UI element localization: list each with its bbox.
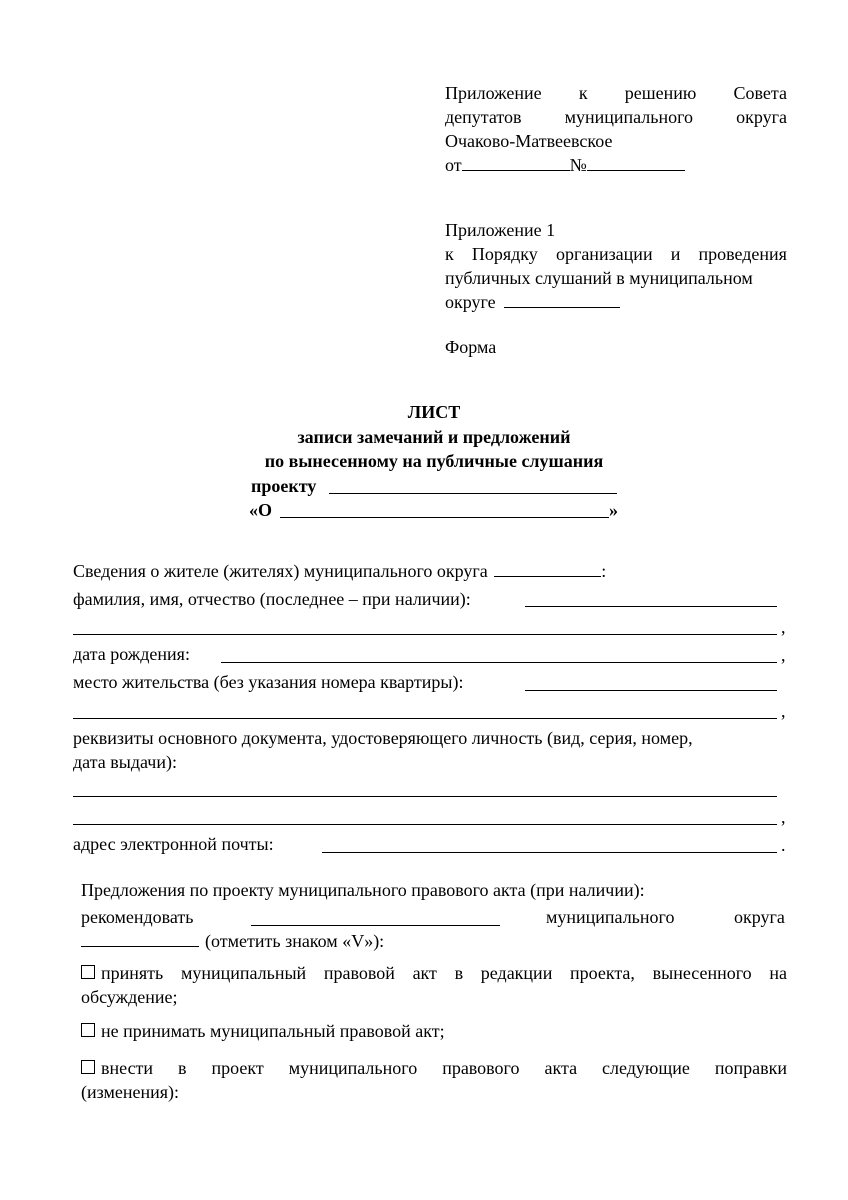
word: депутатов — [445, 107, 522, 127]
option-reject — [81, 1021, 445, 1042]
mark-hint-line — [81, 931, 384, 952]
option-amend-line-1 — [81, 1058, 787, 1079]
proposals-heading: Предложения по проекту муниципального правового акта (при наличии): — [81, 880, 645, 900]
district-blank[interactable] — [504, 307, 620, 308]
option-accept-line-2: обсуждение; — [81, 987, 178, 1007]
about-name-line[interactable] — [280, 517, 609, 518]
fio-label: фамилия, имя, отчество (последнее – при наличии): — [73, 589, 471, 609]
project-label: проекту — [251, 476, 317, 496]
word: муниципальный — [180, 963, 307, 983]
email-field[interactable] — [322, 852, 777, 853]
word: принять — [101, 963, 164, 983]
option-accept-line-1 — [81, 963, 787, 984]
word: Совета — [733, 83, 787, 103]
document-label-line-2: дата выдачи): — [73, 752, 177, 772]
word: Приложение — [445, 83, 542, 103]
district-label: округе — [445, 292, 496, 312]
appendix-line-1 — [445, 83, 787, 104]
appendix1-title: Приложение 1 — [445, 220, 556, 240]
option-accept-first — [81, 963, 163, 984]
recommend-mid: муниципального — [546, 907, 675, 927]
word: округа — [736, 107, 787, 127]
date-number-line — [445, 155, 685, 176]
comma: , — [781, 701, 786, 721]
document-label-line-1: реквизиты основного документа, удостоверяющего личность (вид, серия, номер, — [73, 728, 693, 748]
word: решению — [624, 83, 697, 103]
resident-intro — [73, 561, 606, 582]
fio-field-line-2[interactable] — [73, 634, 777, 635]
word: правового — [442, 1058, 520, 1078]
word: в — [454, 963, 464, 983]
date-blank[interactable] — [462, 170, 570, 171]
comma: , — [781, 807, 786, 827]
about-close: » — [609, 500, 618, 520]
sheet-title: ЛИСТ — [407, 402, 461, 422]
recommend-word: рекомендовать — [81, 907, 194, 927]
appendix1-line-2 — [445, 244, 787, 265]
word: и — [670, 244, 681, 264]
birth-date-label: дата рождения: — [73, 644, 190, 664]
word: проект — [211, 1058, 264, 1078]
appendix1-line-3: публичных слушаний в муниципальном — [445, 268, 753, 288]
district-blank-2[interactable] — [81, 946, 199, 947]
word: поправки — [714, 1058, 787, 1078]
residence-field-line-1[interactable] — [525, 690, 777, 691]
document-field-line-1[interactable] — [73, 796, 777, 797]
word: Порядку — [471, 244, 538, 264]
option-amend-line-2: (изменения): — [81, 1082, 180, 1102]
word: в — [178, 1058, 187, 1078]
form-label: Форма — [445, 337, 497, 357]
about-open: «О — [249, 500, 273, 520]
comma: , — [781, 617, 786, 637]
word: на — [769, 963, 787, 983]
project-name-line[interactable] — [329, 493, 617, 494]
word: акт — [412, 963, 437, 983]
word: муниципального — [564, 107, 694, 127]
birth-date-field[interactable] — [221, 662, 777, 663]
document-field-line-2[interactable] — [73, 824, 777, 825]
word: внести — [101, 1058, 154, 1078]
residence-label: место жительства (без указания номера квартиры): — [73, 672, 464, 692]
word: к — [578, 83, 588, 103]
mark-hint: (отметить знаком «V»): — [205, 931, 385, 951]
number-sign: № — [569, 155, 587, 175]
word: правовой — [323, 963, 395, 983]
word: следующие — [602, 1058, 690, 1078]
option-reject-label: не принимать муниципальный правовой акт; — [101, 1021, 445, 1041]
word: организации — [555, 244, 653, 264]
checkbox-reject[interactable] — [81, 1023, 95, 1037]
appendix1-line-4 — [445, 292, 620, 313]
residence-field-line-2[interactable] — [73, 718, 777, 719]
word: редакции — [480, 963, 553, 983]
colon: : — [601, 561, 607, 581]
sheet-subtitle-2: по вынесенному на публичные слушания — [264, 451, 604, 471]
word: вынесенного — [652, 963, 752, 983]
word: акта — [544, 1058, 578, 1078]
number-blank[interactable] — [587, 170, 685, 171]
appendix-line-2 — [445, 107, 787, 128]
district-name-blank[interactable] — [494, 576, 601, 577]
checkbox-amend[interactable] — [81, 1060, 95, 1074]
resident-intro-text: Сведения о жителе (жителях) муниципального округа — [73, 561, 488, 581]
recommend-end: округа — [734, 907, 785, 927]
checkbox-accept[interactable] — [81, 965, 95, 979]
district-name: Очаково-Матвеевское — [445, 131, 613, 151]
fio-field-line-1[interactable] — [525, 606, 777, 607]
word: муниципального — [288, 1058, 418, 1078]
word: проведения — [698, 244, 787, 264]
recommend-blank[interactable] — [251, 925, 500, 926]
comma: , — [781, 645, 786, 665]
sheet-subtitle-1: записи замечаний и предложений — [297, 427, 571, 447]
from-label: от — [445, 155, 462, 175]
email-label: адрес электронной почты: — [73, 834, 274, 854]
option-amend-first — [81, 1058, 153, 1079]
word: проекта, — [570, 963, 635, 983]
word: к — [445, 244, 454, 264]
period: . — [781, 835, 786, 855]
